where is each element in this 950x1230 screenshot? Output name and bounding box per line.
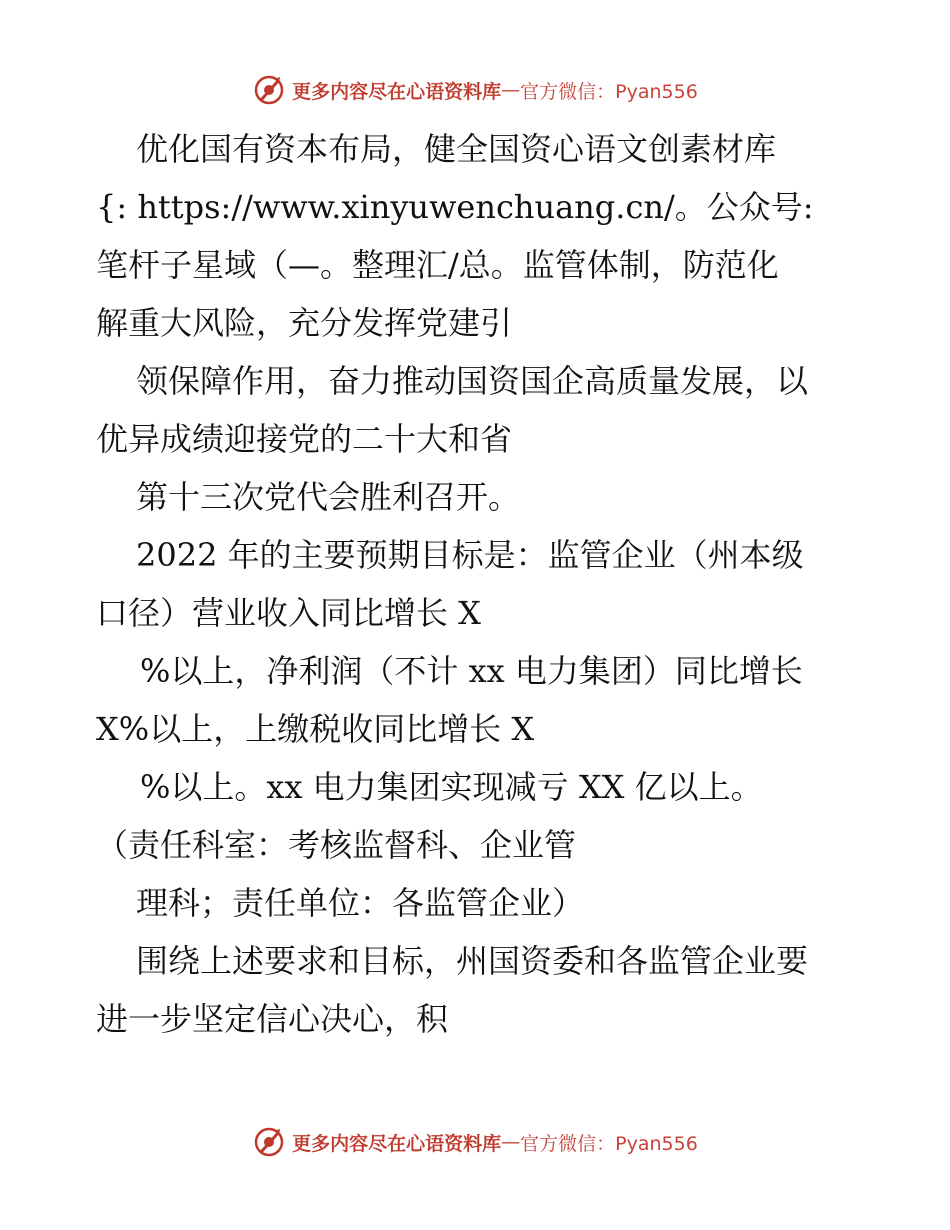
pen-logo-icon (252, 1125, 286, 1159)
text-line: %以上，净利润（不计 xx 电力集团）同比增长 (140, 652, 803, 690)
watermark-dash: — (501, 1131, 521, 1153)
header-watermark-banner (0, 70, 950, 110)
text-line: 进一步坚定信心决心，积 (96, 1000, 449, 1038)
watermark-site-text: 更多内容尽在心语资料库 (292, 1132, 502, 1155)
watermark-contact-text: 官方微信：Pyan556 (520, 1132, 698, 1155)
text-line: （责任科室：考核监督科、企业管 (96, 826, 577, 864)
text-line: 领保障作用，奋力推动国资国企高质量发展，以 (136, 362, 809, 400)
watermark-site-text: 更多内容尽在心语资料库 (292, 80, 502, 103)
text-line: %以上。xx 电力集团实现减亏 XX 亿以上。 (140, 768, 763, 806)
pen-logo-icon (252, 73, 286, 107)
text-line: {: https://www.xinyuwenchuang.cn/。公众号: (96, 188, 814, 226)
text-line: 解重大风险，充分发挥党建引 (96, 304, 513, 342)
text-line: X%以上，上缴税收同比增长 X (96, 710, 535, 748)
text-line: 理科；责任单位：各监管企业） (136, 884, 585, 922)
footer-watermark-banner (0, 1122, 950, 1162)
text-line: 围绕上述要求和目标，州国资委和各监管企业要 (136, 942, 809, 980)
text-line: 2022 年的主要预期目标是：监管企业（州本级 (136, 536, 804, 574)
text-line: 优异成绩迎接党的二十大和省 (96, 420, 513, 458)
text-line: 口径）营业收入同比增长 X (96, 594, 481, 632)
text-line: 第十三次党代会胜利召开。 (136, 478, 521, 516)
document-body (96, 120, 866, 1048)
text-line: 优化国有资本布局，健全国资心语文创素材库 (136, 130, 777, 168)
watermark-contact-text: 官方微信：Pyan556 (520, 80, 698, 103)
text-line: 笔杆子星域（—。整理汇/总。监管体制，防范化 (96, 246, 779, 284)
watermark-dash: — (501, 79, 521, 101)
